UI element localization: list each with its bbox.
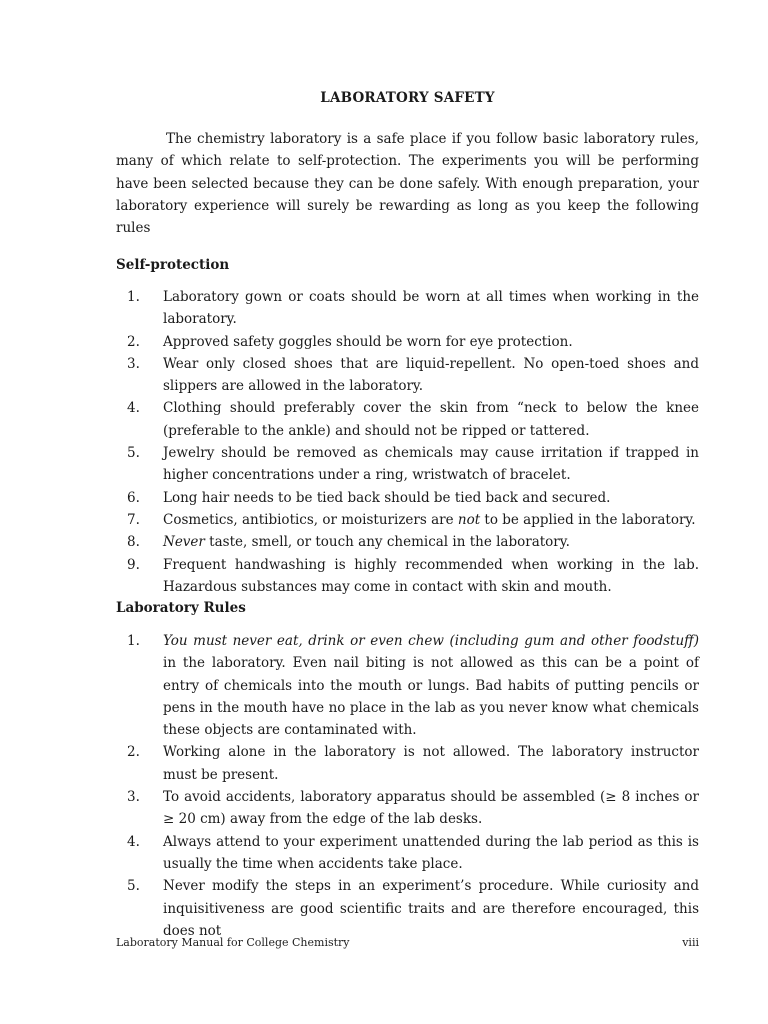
item-text: to be applied in the laboratory. — [480, 511, 696, 528]
item-text: Working alone in the laboratory is not allowed. The laboratory instructor must be present. — [163, 744, 699, 783]
list-item — [116, 397, 699, 442]
item-text: Laboratory gown or coats should be worn at all times when working in the laboratory. — [163, 289, 699, 328]
list-item — [116, 786, 699, 831]
item-number: 1. — [127, 633, 140, 649]
list-item — [116, 442, 699, 487]
item-number: 7. — [127, 511, 140, 528]
item-number: 4. — [127, 400, 140, 417]
list-item — [116, 875, 699, 942]
list-item — [116, 630, 699, 741]
item-number: 2. — [127, 744, 140, 761]
document-page — [116, 88, 699, 239]
item-number: 1. — [127, 289, 140, 305]
item-text: Always attend to your experiment unattended during the lab period as this is usually the time when accidents take place. — [163, 833, 699, 872]
item-emphasis: You must never eat, drink or even chew (including gum and other foodstuff) — [163, 633, 699, 649]
page-title: LABORATORY SAFETY — [320, 90, 495, 106]
item-number: 2. — [127, 333, 140, 350]
self-protection-list — [116, 286, 699, 598]
list-item — [116, 286, 699, 331]
list-item — [116, 487, 699, 509]
item-emphasis: Never — [163, 534, 205, 551]
intro-paragraph: The chemistry laboratory is a safe place if you follow basic laboratory rules, many of which relate to self-protection. The experiments you will be performing have been selected because they can be done safely. With enough preparation, your laboratory experience will surely be rewarding as long as you keep the following rules — [116, 131, 699, 237]
list-item — [116, 831, 699, 876]
item-text: Jewelry should be removed as chemicals may cause irritation if trapped in higher concentrations under a ring, wristwatch of bracelet. — [163, 445, 699, 484]
list-item — [116, 554, 699, 599]
item-number: 3. — [127, 355, 140, 372]
item-text: To avoid accidents, laboratory apparatus should be assembled (≥ 8 inches or ≥ 20 cm) away from the edge of the lab desks. — [163, 789, 699, 828]
item-text: Long hair needs to be tied back should be tied back and secured. — [163, 489, 611, 506]
list-item — [116, 331, 699, 353]
item-text: taste, smell, or touch any chemical in the laboratory. — [204, 534, 570, 551]
item-number: 3. — [127, 789, 140, 806]
item-text: Wear only closed shoes that are liquid-repellent. No open-toed shoes and slippers are allowed in the laboratory. — [163, 355, 699, 395]
item-emphasis: not — [457, 511, 481, 528]
item-text: in the laboratory. Even nail biting is not allowed as this can be a point of entry of chemicals into the mouth or lungs. Bad habits of putting pencils or pens in the mouth have no place in the lab as you never know what chemicals these objects are contaminated with. — [163, 655, 699, 739]
laboratory-rules-list — [116, 630, 699, 942]
section-heading-laboratory-rules: Laboratory Rules — [116, 600, 246, 616]
page-number: viii — [682, 936, 699, 949]
list-item — [116, 509, 699, 531]
item-number: 9. — [127, 556, 140, 573]
item-text: Frequent handwashing is highly recommended when working in the lab. Hazardous substances may come in contact with skin and mouth. — [163, 556, 699, 595]
item-number: 4. — [127, 833, 140, 850]
list-item — [116, 531, 699, 553]
item-text: Approved safety goggles should be worn for eye protection. — [163, 333, 573, 350]
footer-title: Laboratory Manual for College Chemistry — [116, 936, 350, 949]
item-text: Clothing should preferably cover the skin from “neck to below the knee (preferable to the ankle) and should not be ripped or tattered. — [163, 400, 699, 439]
item-number: 5. — [127, 878, 140, 895]
item-number: 8. — [127, 534, 140, 551]
item-number: 6. — [127, 489, 140, 506]
item-text: Never modify the steps in an experiment’s procedure. While curiosity and inquisitiveness are good scientific traits and are therefore encouraged, this does not — [163, 878, 699, 939]
item-number: 5. — [127, 445, 140, 462]
section-heading-self-protection: Self-protection — [116, 257, 230, 273]
item-text: Cosmetics, antibiotics, or moisturizers are — [163, 511, 458, 528]
list-item — [116, 741, 699, 786]
list-item — [116, 353, 699, 398]
